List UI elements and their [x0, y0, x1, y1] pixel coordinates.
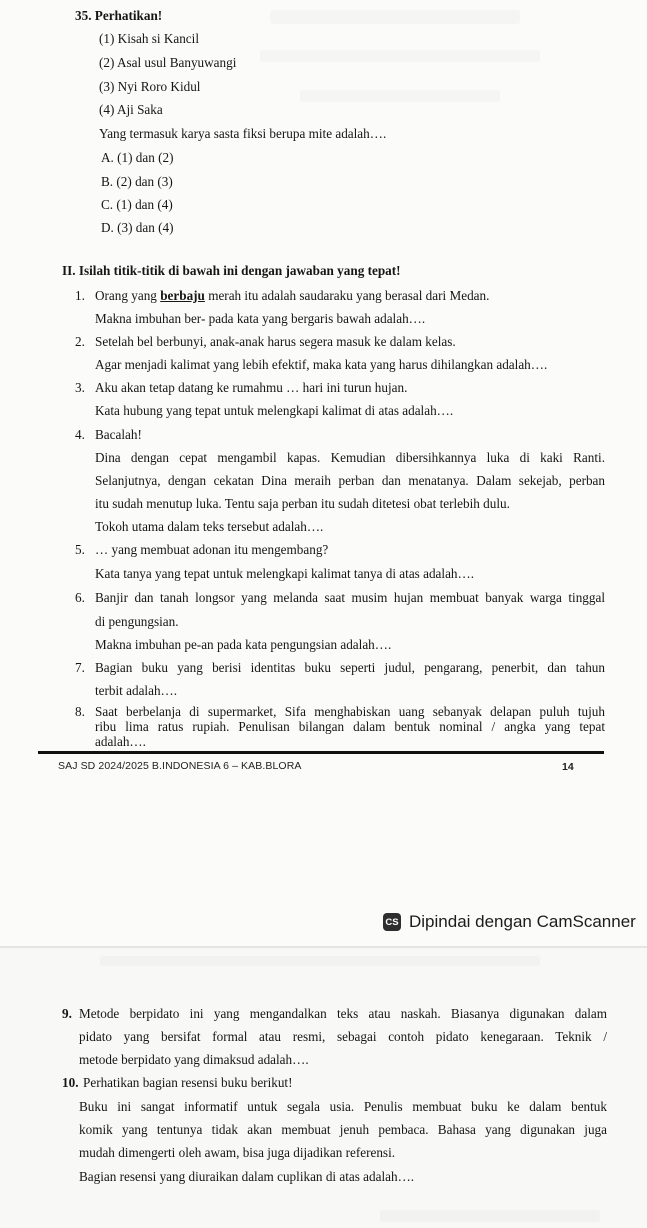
q1-text-after: merah itu adalah saudaraku yang berasal dari Medan.: [208, 288, 490, 303]
q4-passage-line: Selanjutnya, dengan cekatan Dina meraih perban dan menatanya. Dalam sekejab, perban: [95, 473, 605, 488]
q10-prompt: Bagian resensi yang diuraikan dalam cuplikan di atas adalah….: [79, 1169, 415, 1184]
q35-item: (2) Asal usul Banyuwangi: [99, 55, 237, 70]
q35-question: Yang termasuk karya sasta fiksi berupa mite adalah….: [99, 126, 387, 141]
q7-number: 7.: [75, 660, 85, 675]
q8-line: ribu lima ratus rupiah. Penulisan bilangan dalam bentuk nominal / angka yang tepat: [95, 719, 605, 734]
footer-text: SAJ SD 2024/2025 B.INDONESIA 6 – KAB.BLORA: [58, 760, 302, 772]
q2-number: 2.: [75, 334, 85, 349]
q1-number: 1.: [75, 288, 85, 303]
q4-number: 4.: [75, 427, 85, 442]
q10-number: 10.: [62, 1075, 79, 1090]
q35-title: 35. Perhatikan!: [75, 8, 163, 23]
q4-passage-line: Dina dengan cepat mengambil kapas. Kemudian dibersihkannya luka di kaki Ranti.: [95, 450, 605, 465]
q10-review-line: mudah dimengerti oleh awam, bisa juga dijadikan referensi.: [79, 1145, 396, 1160]
scan-page-2: [0, 948, 647, 1228]
q1-sentence: [95, 288, 489, 304]
q10-review-line: Buku ini sangat informatif untuk segala usia. Penulis membuat buku ke dalam bentuk: [79, 1099, 607, 1114]
q2-prompt: Agar menjadi kalimat yang lebih efektif, maka kata yang harus dihilangkan adalah….: [95, 357, 548, 372]
q9-line: metode berpidato yang dimaksud adalah….: [79, 1052, 309, 1067]
camscanner-logo-icon: CS: [383, 913, 401, 931]
q6-line: di pengungsian.: [95, 614, 179, 629]
q7-line: terbit adalah….: [95, 683, 178, 698]
q1-prompt: Makna imbuhan ber- pada kata yang bergaris bawah adalah….: [95, 311, 426, 326]
q35-option-a: A. (1) dan (2): [101, 150, 174, 165]
section-heading: II. Isilah titik-titik di bawah ini dengan jawaban yang tepat!: [62, 263, 401, 278]
q9-line: pidato yang bersifat formal atau resmi, sebagai contoh pidato kenegaraan. Teknik /: [79, 1029, 607, 1044]
footer-rule: [38, 751, 604, 754]
q8-line: Saat berbelanja di supermarket, Sifa menghabiskan uang sebanyak delapan puluh tujuh: [95, 704, 605, 719]
camscanner-watermark: [383, 912, 636, 932]
q6-line: Banjir dan tanah longsor yang melanda saat musim hujan membuat banyak warga tinggal: [95, 590, 605, 605]
camscanner-label: Dipindai dengan CamScanner: [409, 912, 636, 931]
q1-underlined-word: berbaju: [160, 288, 205, 303]
q3-prompt: Kata hubung yang tepat untuk melengkapi kalimat di atas adalah….: [95, 403, 454, 418]
q35-item: (1) Kisah si Kancil: [99, 31, 199, 46]
q3-sentence: Aku akan tetap datang ke rumahmu … hari ini turun hujan.: [95, 380, 408, 395]
q3-number: 3.: [75, 380, 85, 395]
q5-sentence: … yang membuat adonan itu mengembang?: [95, 542, 329, 557]
q9-line: Metode berpidato ini yang mengandalkan teks atau naskah. Biasanya digunakan dalam: [79, 1006, 607, 1021]
q4-intro: Bacalah!: [95, 427, 142, 442]
q35-item: (3) Nyi Roro Kidul: [99, 79, 201, 94]
q5-number: 5.: [75, 542, 85, 557]
q7-line: Bagian buku yang berisi identitas buku seperti judul, pengarang, penerbit, dan tahun: [95, 660, 605, 675]
q6-number: 6.: [75, 590, 85, 605]
q35-item: (4) Aji Saka: [99, 102, 163, 117]
q1-text-before: Orang yang: [95, 288, 157, 303]
q35-option-c: C. (1) dan (4): [101, 197, 173, 212]
q35-option-b: B. (2) dan (3): [101, 174, 173, 189]
q9-number: 9.: [62, 1006, 72, 1021]
footer-page-number: 14: [562, 761, 574, 773]
q10-review-line: komik yang tentunya tidak akan membuat jenuh pembaca. Bahasa yang digunakan juga: [79, 1122, 607, 1137]
q5-prompt: Kata tanya yang tepat untuk melengkapi kalimat tanya di atas adalah….: [95, 566, 475, 581]
q35-option-d: D. (3) dan (4): [101, 220, 174, 235]
q6-prompt: Makna imbuhan pe-an pada kata pengungsian adalah….: [95, 637, 392, 652]
q10-intro: Perhatikan bagian resensi buku berikut!: [83, 1075, 293, 1090]
q8-number: 8.: [75, 704, 85, 719]
q4-passage-line: itu sudah menutup luka. Tentu saja perban itu sudah ditetesi obat terlebih dulu.: [95, 496, 510, 511]
q4-prompt: Tokoh utama dalam teks tersebut adalah….: [95, 519, 324, 534]
q2-sentence: Setelah bel berbunyi, anak-anak harus segera masuk ke dalam kelas.: [95, 334, 456, 349]
q8-line: adalah….: [95, 734, 146, 749]
